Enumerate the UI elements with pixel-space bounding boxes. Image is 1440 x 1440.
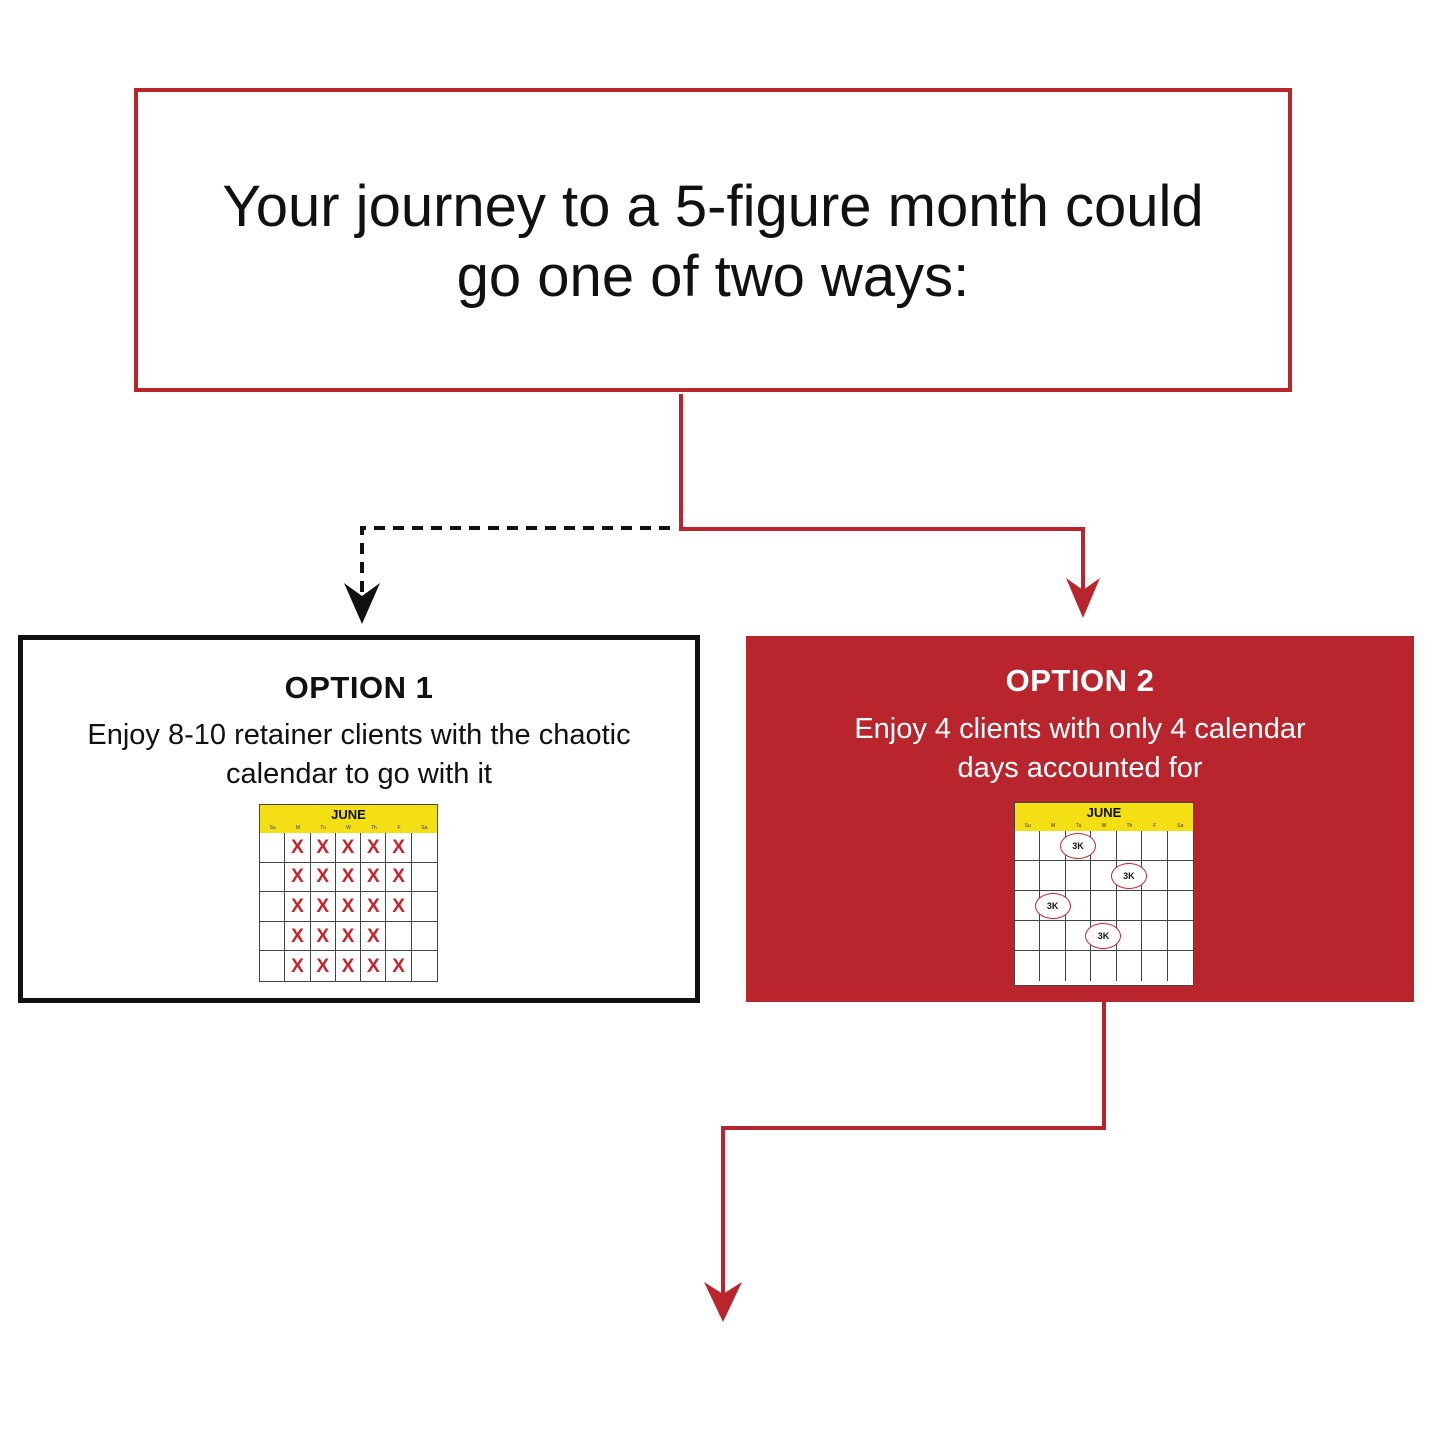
calendar-cell [1015, 951, 1040, 981]
calendar-cell [311, 922, 336, 952]
client-payment-circle: 3K [1111, 863, 1147, 889]
booked-x-mark: X [341, 925, 355, 947]
weekday-label: F [1153, 823, 1157, 829]
weekday-label: F [397, 825, 401, 831]
calendar-cell [260, 892, 285, 922]
option-2-card [746, 636, 1414, 1002]
calendar-header [260, 805, 437, 833]
weekday-label: W [346, 825, 351, 831]
calendar-header [1015, 803, 1193, 831]
calendar-cell [1091, 891, 1116, 921]
calendar-cell [1066, 861, 1091, 891]
calendar-month: JUNE [1086, 805, 1122, 820]
booked-x-mark: X [291, 866, 304, 888]
option-1-desc-line-2: calendar to go with it [226, 758, 492, 790]
booked-x-mark: X [291, 955, 304, 977]
calendar-cell [336, 892, 361, 922]
headline-line-2: go one of two ways: [456, 244, 970, 309]
calendar-cell [361, 892, 386, 922]
calendar-cell [1066, 831, 1091, 861]
option-2-desc-line-1: Enjoy 4 clients with only 4 calendar [854, 713, 1306, 745]
calendar-cell [1168, 831, 1193, 861]
booked-x-mark: X [392, 895, 405, 917]
booked-x-mark: X [341, 836, 355, 858]
booked-x-mark: X [291, 925, 304, 947]
booked-x-mark: X [291, 895, 304, 917]
calendar-cell [336, 833, 361, 863]
connector-to-option2 [681, 394, 1083, 600]
calendar-cell [1066, 951, 1091, 981]
weekday-label: Tu [1075, 823, 1082, 829]
booked-x-mark: X [341, 955, 355, 977]
calendar-cell [1015, 861, 1040, 891]
option-1-description [23, 716, 695, 794]
calendar-cell [412, 892, 437, 922]
calendar-cell [1142, 891, 1167, 921]
calendar-cell [336, 863, 361, 893]
calendar-cell [386, 951, 411, 981]
calendar-cell [361, 951, 386, 981]
option-2-title: OPTION 2 [1005, 663, 1155, 698]
option-2-description [746, 710, 1414, 788]
weekday-label: W [1101, 823, 1107, 829]
option-1-title: OPTION 1 [284, 670, 434, 705]
calendar-grid [1015, 831, 1193, 981]
calendar-grid [260, 833, 437, 981]
booked-x-mark: X [366, 925, 380, 947]
connector-to-option1 [362, 528, 670, 600]
calendar-cell [361, 922, 386, 952]
booked-x-mark: X [316, 955, 330, 977]
calendar-cell [361, 863, 386, 893]
calendar-cell [1117, 951, 1142, 981]
calendar-cell [1040, 921, 1065, 951]
booked-x-mark: X [366, 955, 380, 977]
calendar-cell [386, 863, 411, 893]
calendar-cell [285, 922, 310, 952]
weekday-label: Su [1024, 823, 1031, 829]
weekday-label: M [1051, 823, 1056, 829]
headline-box [134, 88, 1292, 392]
booked-x-mark: X [341, 895, 355, 917]
calendar-cell [1168, 891, 1193, 921]
connector-from-option2 [723, 1002, 1104, 1300]
calendar-weekdays [1015, 822, 1193, 830]
booked-x-mark: X [316, 895, 330, 917]
calendar-cell [311, 892, 336, 922]
booked-x-mark: X [291, 836, 304, 858]
weekday-label: Th [370, 825, 377, 831]
calendar-cell [1015, 831, 1040, 861]
headline-line-1: Your journey to a 5-figure month could [222, 174, 1204, 239]
calendar-cell [285, 863, 310, 893]
calendar-cell [412, 863, 437, 893]
calendar-cell [386, 833, 411, 863]
weekday-label: Th [1126, 823, 1133, 829]
calendar-cell [1117, 831, 1142, 861]
client-payment-circle: 3K [1035, 893, 1071, 919]
calendar-cell [260, 951, 285, 981]
booked-x-mark: X [316, 866, 330, 888]
option-1-calendar [259, 804, 438, 982]
calendar-cell [1117, 861, 1142, 891]
booked-x-mark: X [316, 925, 330, 947]
calendar-cell [311, 951, 336, 981]
calendar-cell [260, 833, 285, 863]
booked-x-mark: X [316, 836, 330, 858]
calendar-cell [1142, 951, 1167, 981]
calendar-cell [1040, 951, 1065, 981]
calendar-cell [336, 951, 361, 981]
calendar-cell [1091, 951, 1116, 981]
calendar-cell [386, 922, 411, 952]
calendar-cell [361, 833, 386, 863]
calendar-cell [386, 892, 411, 922]
booked-x-mark: X [392, 866, 405, 888]
calendar-cell [311, 833, 336, 863]
calendar-cell [1142, 831, 1167, 861]
calendar-cell [1142, 921, 1167, 951]
option-2-calendar [1014, 802, 1194, 986]
calendar-cell [260, 922, 285, 952]
headline [138, 172, 1288, 312]
calendar-cell [412, 922, 437, 952]
option-2-desc-line-2: days accounted for [957, 752, 1203, 784]
calendar-month: JUNE [331, 807, 366, 822]
calendar-cell [1168, 921, 1193, 951]
calendar-cell [311, 863, 336, 893]
option-1-card [18, 635, 700, 1003]
calendar-cell [1091, 921, 1116, 951]
option-1-desc-line-1: Enjoy 8-10 retainer clients with the chaotic [87, 719, 631, 751]
calendar-cell [260, 863, 285, 893]
booked-x-mark: X [392, 955, 405, 977]
calendar-cell [412, 833, 437, 863]
calendar-cell [1040, 861, 1065, 891]
weekday-label: Sa [421, 825, 428, 831]
booked-x-mark: X [341, 866, 355, 888]
weekday-label: M [295, 825, 300, 831]
calendar-cell [285, 951, 310, 981]
weekday-label: Sa [1177, 823, 1184, 829]
client-payment-circle: 3K [1060, 833, 1096, 859]
calendar-cell [336, 922, 361, 952]
weekday-label: Tu [320, 825, 327, 831]
booked-x-mark: X [366, 895, 380, 917]
client-payment-circle: 3K [1085, 923, 1121, 949]
calendar-cell [1168, 951, 1193, 981]
calendar-weekdays [260, 824, 437, 832]
booked-x-mark: X [392, 836, 405, 858]
booked-x-mark: X [366, 836, 380, 858]
calendar-cell [412, 951, 437, 981]
weekday-label: Su [269, 825, 276, 831]
calendar-cell [1117, 891, 1142, 921]
booked-x-mark: X [366, 866, 380, 888]
calendar-cell [285, 833, 310, 863]
calendar-cell [1015, 921, 1040, 951]
calendar-cell [1040, 891, 1065, 921]
calendar-cell [1168, 861, 1193, 891]
calendar-cell [285, 892, 310, 922]
